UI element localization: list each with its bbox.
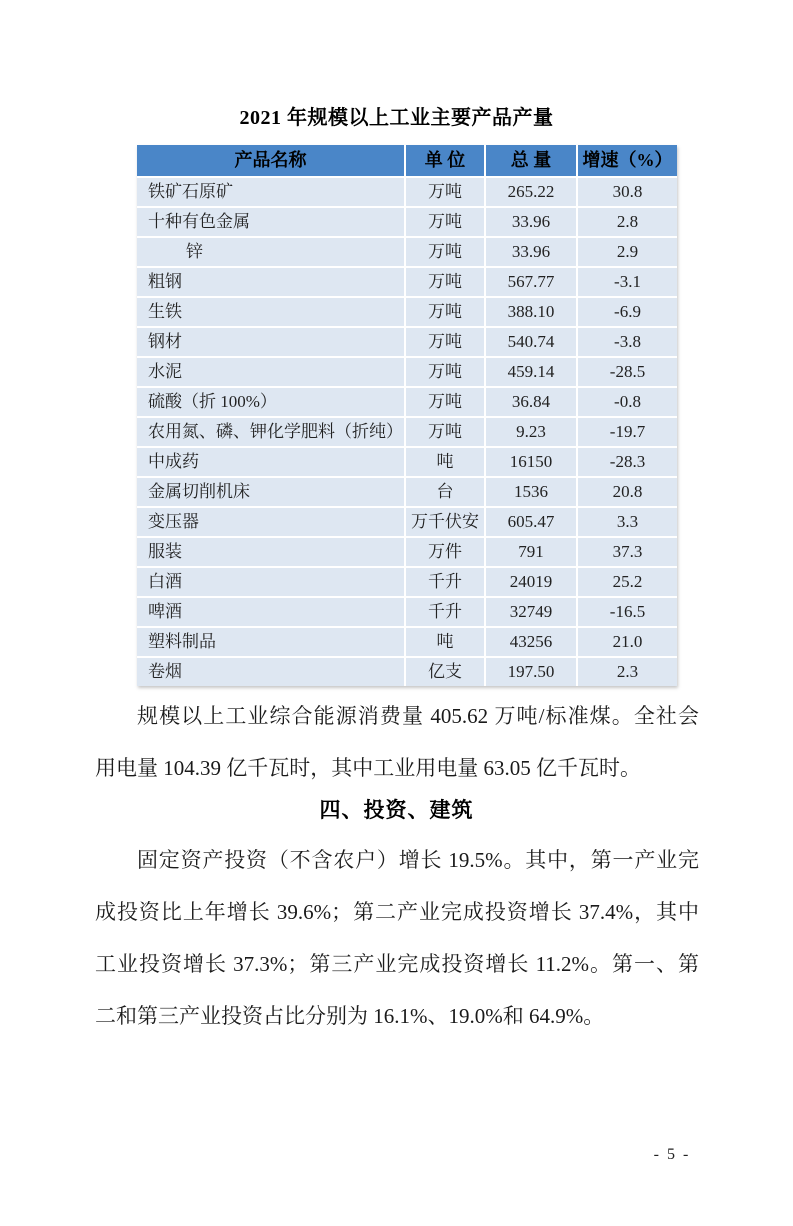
unit-cell: 万吨: [405, 297, 485, 327]
growth-cell: -6.9: [577, 297, 677, 327]
unit-cell: 万吨: [405, 357, 485, 387]
unit-cell: 千升: [405, 567, 485, 597]
unit-cell: 万件: [405, 537, 485, 567]
total-cell: 9.23: [485, 417, 577, 447]
unit-cell: 万吨: [405, 267, 485, 297]
total-cell: 791: [485, 537, 577, 567]
header-unit: 单 位: [405, 145, 485, 177]
product-name-cell: 铁矿石原矿: [137, 177, 405, 207]
product-name-cell: 白酒: [137, 567, 405, 597]
unit-cell: 亿支: [405, 657, 485, 686]
total-cell: 567.77: [485, 267, 577, 297]
total-cell: 1536: [485, 477, 577, 507]
unit-cell: 吨: [405, 447, 485, 477]
table-header-row: [137, 145, 677, 177]
growth-cell: 30.8: [577, 177, 677, 207]
table-row: [137, 537, 677, 567]
product-name-cell: 钢材: [137, 327, 405, 357]
text-line: 固定资产投资（不含农户）增长 19.5%。其中，第一产业完: [137, 848, 699, 872]
table-row: [137, 237, 677, 267]
total-cell: 43256: [485, 627, 577, 657]
unit-cell: 万吨: [405, 207, 485, 237]
page-number: - 5 -: [653, 1146, 691, 1163]
product-name-cell: 啤酒: [137, 597, 405, 627]
unit-cell: 吨: [405, 627, 485, 657]
table-row: [137, 477, 677, 507]
table-header: [137, 145, 677, 177]
table-title: 2021 年规模以上工业主要产品产量: [239, 107, 554, 129]
text-line: 二和第三产业投资占比分别为 16.1%、19.0%和 64.9%。: [95, 1004, 605, 1028]
table-row: [137, 387, 677, 417]
growth-cell: -3.1: [577, 267, 677, 297]
header-total: 总 量: [485, 145, 577, 177]
unit-cell: 万吨: [405, 417, 485, 447]
total-cell: 197.50: [485, 657, 577, 686]
table-row: [137, 627, 677, 657]
growth-cell: -19.7: [577, 417, 677, 447]
growth-cell: 2.3: [577, 657, 677, 686]
product-name-cell: 卷烟: [137, 657, 405, 686]
product-name-cell: 锌: [137, 237, 405, 267]
table-row: [137, 297, 677, 327]
growth-cell: 37.3: [577, 537, 677, 567]
section-heading: 四、投资、建筑: [319, 799, 474, 822]
table-row: [137, 657, 677, 686]
table-row: [137, 357, 677, 387]
growth-cell: 20.8: [577, 477, 677, 507]
product-name-cell: 粗钢: [137, 267, 405, 297]
table-row: [137, 267, 677, 297]
header-product-name: 产品名称: [137, 145, 405, 177]
growth-cell: 3.3: [577, 507, 677, 537]
product-name-cell: 金属切削机床: [137, 477, 405, 507]
total-cell: 36.84: [485, 387, 577, 417]
table-row: [137, 597, 677, 627]
text-line: 工业投资增长 37.3%；第三产业完成投资增长 11.2%。第一、第: [95, 952, 699, 976]
growth-cell: 21.0: [577, 627, 677, 657]
table-row: [137, 327, 677, 357]
total-cell: 540.74: [485, 327, 577, 357]
unit-cell: 万吨: [405, 387, 485, 417]
growth-cell: -0.8: [577, 387, 677, 417]
product-name-cell: 硫酸（折 100%）: [137, 387, 405, 417]
unit-cell: 万千伏安: [405, 507, 485, 537]
unit-cell: 万吨: [405, 327, 485, 357]
total-cell: 33.96: [485, 237, 577, 267]
total-cell: 32749: [485, 597, 577, 627]
paragraph-energy-consumption: [95, 690, 699, 794]
growth-cell: -28.3: [577, 447, 677, 477]
table-row: [137, 507, 677, 537]
growth-cell: -3.8: [577, 327, 677, 357]
growth-cell: 2.8: [577, 207, 677, 237]
product-name-cell: 生铁: [137, 297, 405, 327]
total-cell: 265.22: [485, 177, 577, 207]
product-name-cell: 水泥: [137, 357, 405, 387]
text-line: 用电量 104.39 亿千瓦时，其中工业用电量 63.05 亿千瓦时。: [95, 756, 641, 780]
document-page: [0, 104, 793, 1226]
text-line: 成投资比上年增长 39.6%；第二产业完成投资增长 37.4%，其中: [95, 900, 699, 924]
product-name-cell: 变压器: [137, 507, 405, 537]
total-cell: 605.47: [485, 507, 577, 537]
total-cell: 24019: [485, 567, 577, 597]
unit-cell: 万吨: [405, 177, 485, 207]
paragraph-investment: [95, 834, 699, 1042]
growth-cell: 2.9: [577, 237, 677, 267]
total-cell: 459.14: [485, 357, 577, 387]
table-row: [137, 177, 677, 207]
product-name-cell: 十种有色金属: [137, 207, 405, 237]
unit-cell: 万吨: [405, 237, 485, 267]
growth-cell: -28.5: [577, 357, 677, 387]
product-name-cell: 服装: [137, 537, 405, 567]
unit-cell: 台: [405, 477, 485, 507]
total-cell: 388.10: [485, 297, 577, 327]
total-cell: 33.96: [485, 207, 577, 237]
table-body: [137, 177, 677, 686]
growth-cell: -16.5: [577, 597, 677, 627]
product-name-cell: 中成药: [137, 447, 405, 477]
product-name-cell: 农用氮、磷、钾化学肥料（折纯）: [137, 417, 405, 447]
table-row: [137, 447, 677, 477]
products-table: [137, 145, 677, 686]
header-growth: 增速（%）: [577, 145, 677, 177]
total-cell: 16150: [485, 447, 577, 477]
text-line: 规模以上工业综合能源消费量 405.62 万吨/标准煤。全社会: [137, 704, 699, 728]
table-row: [137, 207, 677, 237]
unit-cell: 千升: [405, 597, 485, 627]
table-row: [137, 567, 677, 597]
table-row: [137, 417, 677, 447]
product-name-cell: 塑料制品: [137, 627, 405, 657]
growth-cell: 25.2: [577, 567, 677, 597]
